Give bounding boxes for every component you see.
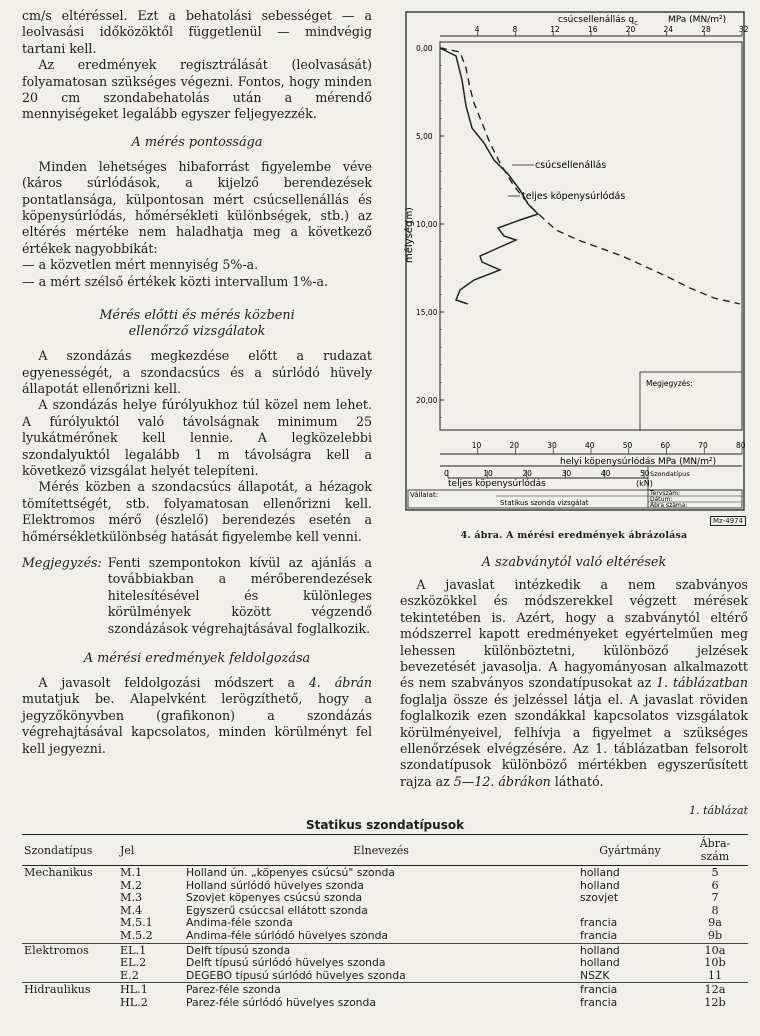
cell-manufacturer: francia	[580, 983, 618, 997]
cell-type	[22, 880, 118, 893]
cell-manufacturer: NSZK	[578, 970, 682, 983]
top-tick-label: 28	[701, 25, 711, 34]
top-axis-unit: MPa (MN/m²)	[668, 15, 727, 25]
top-tick-label: 8	[512, 25, 518, 34]
paragraph: A szondázás helye fúrólyukhoz túl közel nem lehet. A fúrólyuktól való távolságnak minimum 25 lyukátmérőnek kell lennie. A legközelebbi szondalyuktól legalább 1 m távolságra kell a következő vizsgálat helyét telepíteni.	[22, 397, 372, 478]
text-run: látható.	[550, 773, 604, 789]
paragraph: A szondázás megkezdése előtt a rudazat egyenességét, a szondacsúcs és a súrlódó hüvely állapotát ellenőrizni kell.	[22, 348, 372, 396]
table-row	[22, 970, 748, 983]
paragraph	[22, 675, 372, 757]
left-column	[22, 8, 372, 757]
figure-reference: 5—12. ábrákon	[453, 773, 551, 789]
box-date: Dátum:	[650, 496, 673, 503]
top-tick-label: 16	[588, 25, 598, 34]
bottom-2-tick-label: 0	[444, 469, 449, 478]
bottom-1-tick-label: 40	[585, 441, 595, 450]
cell-name: Andima-féle súrlódó hüvelyes szonda	[184, 930, 578, 943]
cell-manufacturer: francia	[578, 930, 682, 943]
bottom-1-tick-label: 60	[660, 441, 671, 450]
cell-manufacturer: francia	[580, 916, 618, 930]
cell-figure-number: 9a	[708, 916, 722, 930]
depth-tick-label: 15,00	[416, 308, 438, 317]
figure-reference: 4. ábrán	[308, 675, 372, 690]
table-reference: 1. táblázatban	[656, 675, 748, 691]
bottom-1-tick-label: 50	[622, 441, 633, 450]
note-text: Fenti szempontokon kívül az ajánlás a továbbiakban a mérőberendezések hitelesítésével és különleges körülmények között végzendő szondázások végrehajtásával foglalkozik.	[107, 554, 372, 636]
cell-jel: HL.1	[120, 983, 148, 997]
cell-name: Delft típusú súrlódó hüvelyes szonda	[186, 956, 386, 970]
text-run: foglalja össze és jelzéssel látja el. A javaslat röviden foglalkozik ezen szondákkal kapcsolatos vizsgálatok körülményeivel, felhívja a figyelmet a szükséges ellenőrzések elvégzésére. Az 1. táblázatban felsorolt szondatípusok különböző mértékben egyszerűsített rajza az	[400, 691, 748, 789]
section-heading-deviation: A szabványtól való eltérések	[481, 555, 667, 570]
text-run: A javasolt feldolgozási módszert a	[38, 675, 309, 690]
cell-jel: E.2	[118, 970, 184, 983]
box-plan-number: Tervszám:	[650, 490, 681, 497]
cell-manufacturer: szovjet	[580, 891, 619, 905]
list-item: — a közvetlen mért mennyiség 5%-a.	[22, 257, 259, 273]
cell-figure-number: 12a	[704, 983, 726, 997]
bottom-axis-2-label: teljes köpenysúrlódás	[448, 479, 546, 489]
cell-manufacturer: holland	[580, 956, 620, 970]
depth-tick-label: 5,00	[416, 132, 433, 141]
cell-jel: M.5.2	[118, 930, 184, 943]
bottom-1-tick-label: 80	[736, 441, 746, 450]
section-heading-checks: Mérés előtti és mérés közbeni	[99, 308, 295, 324]
header-jel: Jel	[118, 835, 184, 866]
table-row	[22, 930, 748, 943]
note-label: Megjegyzés:	[22, 554, 102, 570]
cell-manufacturer: francia	[580, 995, 618, 1009]
bottom-2-tick-label: 50	[640, 469, 650, 478]
cell-figure-number: 7	[711, 891, 719, 905]
cell-manufacturer: holland	[580, 878, 620, 892]
header-type: Szondatípus	[22, 835, 118, 866]
table-number: 1. táblázat	[689, 804, 748, 817]
probe-types-table	[22, 834, 748, 1010]
cell-figure-number: 10a	[704, 943, 726, 957]
top-tick-label: 12	[550, 25, 560, 34]
cell-jel: M.4	[120, 903, 143, 917]
cell-type	[22, 997, 118, 1010]
top-tick-label: 32	[739, 25, 748, 34]
probe-types-table-section	[22, 804, 748, 1010]
bottom-2-tick-label: 30	[561, 469, 572, 478]
figure-4	[400, 8, 748, 525]
cpt-chart	[400, 8, 748, 514]
legend-sleeve-friction: teljes köpenysúrlódás	[522, 191, 626, 202]
depth-tick-label: 0,00	[416, 44, 433, 53]
cell-figure-number: 6	[711, 878, 719, 892]
cell-type	[22, 905, 118, 918]
cell-name: DEGEBO típusú súrlódó hüvelyes szonda	[184, 970, 578, 983]
bottom-1-tick-label: 20	[509, 441, 520, 450]
cell-figure-number: 10b	[704, 956, 726, 970]
cell-jel: EL.2	[120, 956, 147, 970]
header-figure-number: Ábra- szám	[682, 835, 748, 866]
box-probe-type: Szondatípus	[650, 470, 690, 478]
figure-caption: 4. ábra. A mérési eredmények ábrázolása	[460, 530, 688, 541]
bottom-1-tick-label: 30	[547, 441, 557, 450]
cell-type	[22, 970, 118, 983]
text-run: A javaslat intézkedik a nem szabványos eszközökkel és módszerekkel végzett mérések tekintetében is. Azért, hogy a szabványtól eltérő módszerrel kapott eredményeket egyértelműen meg lehessen különböztetni, különböző jelzések bevezetését javasolja. A hagyományosan alkalmazott és nem szabványos szondatípusokat az	[400, 577, 748, 691]
figure-stamp: Mz-4974	[710, 516, 746, 526]
text-run: mutatjuk be. Alapelvként lerögzíthető, hogy a jegyzőkönyvben (grafikonon) a szondázás végrehajtásával kapcsolatos, minden körülményt fel kell jegyezni.	[22, 691, 372, 756]
cell-figure-number: 5	[711, 866, 719, 879]
top-tick-label: 20	[625, 25, 636, 34]
cell-figure-number: 8	[711, 903, 719, 917]
bottom-2-tick-label: 10	[483, 469, 493, 478]
cell-name: Holland súrlódó hüvelyes szonda	[186, 878, 364, 892]
depth-tick-label: 10,00	[416, 220, 438, 229]
cell-jel: M.2	[120, 878, 143, 892]
section-heading-processing: A mérési eredmények feldolgozása	[83, 651, 311, 666]
cell-name: Parez-féle súrlódó hüvelyes szonda	[186, 995, 376, 1009]
top-tick-label: 4	[474, 25, 480, 34]
cell-name: Holland ún. „köpenyes csúcsú" szonda	[186, 866, 395, 879]
section-heading-checks-line2: ellenőrző vizsgálatok	[128, 324, 266, 340]
cell-jel: M.3	[120, 891, 143, 905]
cell-manufacturer: holland	[580, 943, 620, 957]
table-row	[22, 997, 748, 1010]
cone-resistance-curve	[440, 48, 538, 304]
table-row	[22, 957, 748, 970]
box-figure-number: Ábra száma:	[650, 502, 688, 509]
cell-name: Andima-féle szonda	[186, 916, 293, 930]
cell-type: Elektromos	[24, 943, 89, 957]
box-title: Statikus szonda vizsgálat	[500, 499, 589, 507]
bottom-1-tick-label: 10	[471, 441, 482, 450]
table-row	[22, 866, 748, 880]
cell-name: Egyszerű csúccsal ellátott szonda	[186, 903, 368, 917]
top-tick-label: 24	[663, 25, 674, 34]
depth-axis-unit: (m)	[405, 207, 415, 223]
cell-type	[22, 892, 118, 905]
cell-figure-number: 11	[682, 970, 748, 983]
depth-tick-label: 20,00	[416, 396, 438, 405]
remarks-label: Megjegyzés:	[646, 379, 693, 388]
list-item: — a mért szélső értékek közti intervallum 1%-a.	[22, 273, 329, 289]
paragraph: cm/s eltéréssel. Ezt a behatolási sebességet — a leolvasási időközöktől függetlenül — mindvégig tartani kell.	[22, 8, 372, 56]
box-company: Vállalat:	[410, 491, 439, 499]
bottom-axis-1-label: helyi köpenysúrlódás MPa (MN/m²)	[560, 457, 717, 467]
table-row	[22, 943, 748, 957]
paragraph	[400, 577, 748, 790]
cell-type	[22, 917, 118, 930]
cell-type	[22, 957, 118, 970]
paragraph: Az eredmények regisztrálását (leolvasását) folyamatosan szükséges végezni. Fontos, hogy minden 20 cm szondabehatolás után a mérendő mennyiségeket legalább egyszer feljegyezzék.	[22, 57, 372, 122]
cell-name: Szovjet köpenyes csúcsú szonda	[186, 891, 363, 905]
figure-frame-border	[406, 12, 744, 510]
header-manufacturer: Gyártmány	[578, 835, 682, 866]
bottom-2-tick-label: 20	[522, 469, 532, 478]
cell-name: Parez-féle szonda	[186, 983, 281, 997]
note	[22, 555, 372, 637]
cell-jel: M.5.1	[120, 916, 153, 930]
sleeve-friction-curve	[440, 48, 740, 304]
depth-axis-label: mélység	[404, 220, 415, 263]
section-heading-accuracy: A mérés pontossága	[131, 134, 263, 150]
cell-type	[22, 930, 118, 943]
bottom-axis-2-unit: (kN)	[636, 479, 653, 488]
legend-cone-resistance: csúcsellenállás	[535, 160, 607, 171]
right-column	[400, 555, 748, 790]
cell-jel: HL.2	[120, 995, 148, 1009]
cell-manufacturer: holland	[580, 866, 620, 879]
cell-jel: M.1	[120, 866, 143, 879]
bottom-axis-local-friction	[440, 441, 746, 454]
bottom-1-tick-label: 70	[698, 441, 708, 450]
top-axis-label: csúcsellenállás $q_c$	[558, 15, 638, 27]
table-header-row	[22, 835, 748, 866]
paragraph: Mérés közben a szondacsúcs állapotát, a hézagok tömítettségét, stb. folyamatosan ellenőrizni kell. Elektromos mérő (észlelő) berendezés esetén a hőmérsékletkülönbség hatását figyelembe kell venni.	[22, 479, 372, 544]
bottom-axis-total-friction	[444, 469, 650, 478]
header-name: Elnevezés	[184, 835, 578, 866]
cell-name: Delft típusú szonda	[186, 943, 291, 957]
cell-figure-number: 12b	[704, 995, 726, 1009]
cell-figure-number: 9b	[682, 930, 748, 943]
table-title: Statikus szondatípusok	[305, 818, 465, 832]
cell-type: Hidraulikus	[24, 983, 91, 997]
top-axis-ticks	[440, 25, 748, 36]
table-row	[22, 983, 748, 997]
bottom-2-tick-label: 40	[600, 469, 611, 478]
cell-type: Mechanikus	[24, 866, 93, 879]
table-row	[22, 892, 748, 905]
paragraph: Minden lehetséges hibaforrást figyelembe véve (káros súrlódások, a kijelző berendezések pontatlansága, külpontosan mért csúcsellenállás és köpenysúrlódás, hőmérsékleti különbségek, stb.) az eltérés mértéke nem haladhatja meg a következő értékek nagyobbikát:	[22, 158, 372, 256]
cell-jel: EL.1	[120, 943, 147, 957]
